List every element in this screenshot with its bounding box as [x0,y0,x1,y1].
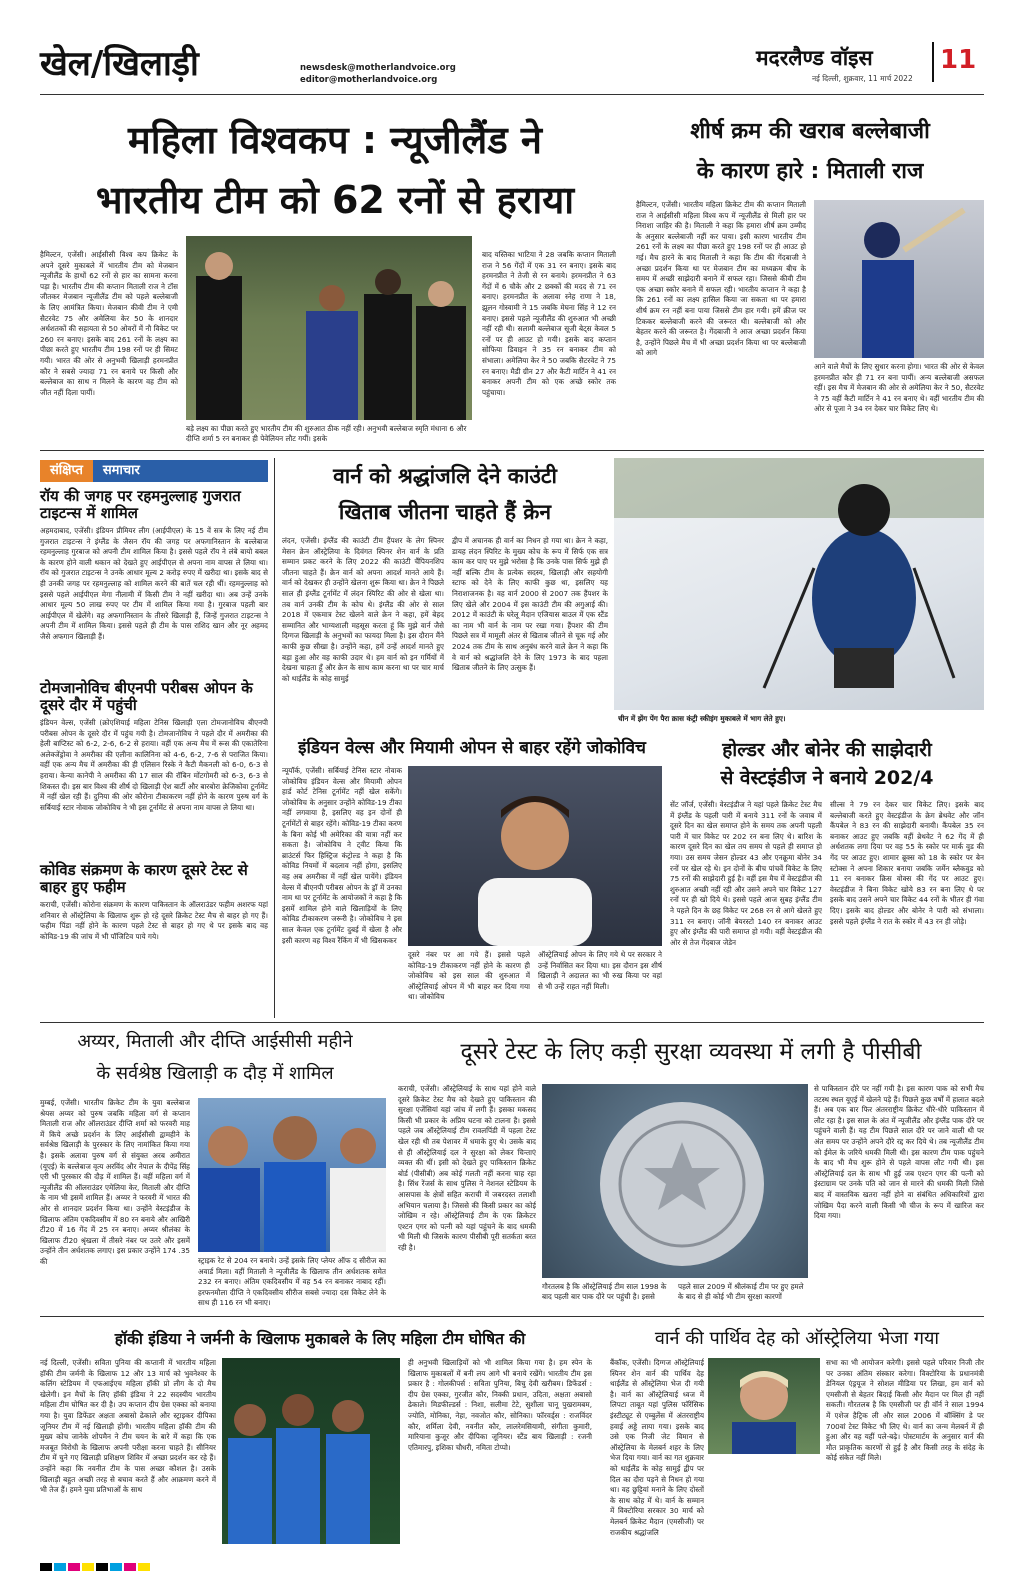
briefs-label-right: समाचार [93,460,268,482]
section-rule-2 [40,1022,984,1023]
brief-headline: टोमजानोविच बीएनपी परीबस ओपन के दूसरे दौर में पहुंची [40,679,253,714]
hockey-col2: ही अनुभवी खिलाड़ियों को भी शामिल किया गया है। हम स्पेन के खिलाफ मुकाबलों में बनी लय आगे भी बनाये रखेंगे। भारतीय टीम इस प्रकार है : गोलकीपर्स : सविता पुनिया, बिचु देवी खरीबम। डिफेंडर्स : दीप ग्रेस एक्का, गुरजीत कौर, निक्की प्रधान, उदिता, अक्षता अबासो ढेकाले। मिडफील्डर्स : निशा, सलीमा टेटे, सुशीला चानू पुखरामबम, ज्योति, मोनिका, नेहा, नवजोत कौर, सोनिका। फॉरवर्ड्स : राजविंदर कौर, शर्मिला देवी, नवनीत कौर, लालरेमसियामी, संगीता कुमारी, मारियाना कुजूर और दीपिका जूनियर। स्टैंड बाय खिलाड़ी : रजनी एतिमारपु, इशिका चौधरी, नमिता टोप्पो। [408,1358,592,1452]
icc-col2: स्ट्राइक रेट से 204 रन बनाये। उन्हें इसके लिए प्लेयर ऑफ द सीरीज का अवार्ड मिला। वहीं मिताली ने न्यूजीलैंड के खिलाफ तीन अर्धशतक समेत 232 रन बनाए। अंतिम एकदिवसीय में वह 54 रन बनाकर नाबाद रहीं। हरफनमौला दीप्ति ने एकदिवसीय सीरीज सबसे ज्यादा दस विकेट लेने के साथ ही 116 रन भी बनाए। [198,1256,386,1308]
lead-photo-caption: बड़े लक्ष्य का पीछा करते हुए भारतीय टीम की शुरुआत ठीक नहीं रही। अनुभवी बल्लेबाज स्मृति मंधाना 6 और दीप्ति शर्मा 5 रन बनाकर ही पेवेलियन लौट गयीं। इसके [186,424,467,443]
warne-body-headline: वार्न की पार्थिव देह को ऑस्ट्रेलिया भेजा गया [654,1328,940,1349]
section-title: खेल/खिलाड़ी [40,44,199,84]
warne-photo [708,1358,820,1454]
holder-col1: सेंट जॉर्ज, एजेंसी। वेस्टइंडीज ने यहां पहले क्रिकेट टेस्ट मैच में इंग्लैंड के पहली पारी में बनाये 311 रनों के जवाब में दूसरे दिन का खेल समाप्त होने के समय तक अपनी पहली पारी में चार विकेट पर 202 रन बना लिए थे। बारिश के कारण दूसरे दिन का खेल तय समय से पहले ही समाप्त हो गया। उस समय जेसन होल्डर 43 और एनक्रूमा बोनेर 34 रनों पर खेल रहे थे। इन दोनों के बीच पांचवें विकेट के लिए 75 रनों की साझेदारी हुई है। वहीं इस मैच में वेस्टइंडीज की शुरुआत अच्छी नहीं रही और उसने अपने चार विकेट 127 रनों पर ही खो दिये थे। इससे पहले आज सुबह इंग्लैंड टीम ने पहले दिन के छह विकेट पर 268 रन से आगे खेलते हुए 311 रन बनाए। जॉनी बेयरस्टो 140 रन बनाकर आउट हुए और इंग्लैंड की पारी समाप्त हो गयी। वहीं वेस्टइंडीज की ओर से तेज गेंदबाज जेडेन [670,800,822,947]
briefs-label-left: संक्षिप्त [40,460,93,482]
brief-item [40,862,268,966]
mithali-photo [814,200,984,358]
brief-item [40,488,268,674]
icc-photo [198,1098,386,1252]
brief-headline: रॉय की जगह पर रहमनुल्लाह गुजरात टाइटन्स में शामिल [40,487,241,522]
ski-photo-svg [614,458,984,710]
mithali-col1: हैमिल्टन, एजेंसी। भारतीय महिला क्रिकेट टीम की कप्तान मिताली राज ने आईसीसी महिला विश्व कप में न्यूजीलैंड से मिली हार पर निराशा जाहिर की है। मिताली ने कहा कि हमारा शीर्ष क्रम उम्मीद के अनुसार बल्लेबाजी नहीं कर पाया। इसी कारण भारतीय टीम 261 रनों के लक्ष्य का पीछा करते हुए 198 रनों पर ही आउट हो गई। मैच हारने के बाद मिताली ने कहा कि टीम की गेंदबाजी ने अच्छा प्रदर्शन किया था पर मेजबान टीम का मध्यक्रम बीच के समय में अच्छी साझेदारी बनाने में सफल रहा। जिससे कीवी टीम एक अच्छा स्कोर बनाने में सफल रही। भारतीय कप्तान ने कहा है कि 261 रनों का लक्ष्य हासिल किया जा सकता था पर हमारा शीर्ष क्रम रन नहीं बना पाया जिससे टीम हार गयी। हमें क्रीज पर टिककर बल्लेबाजी करने की जरूरत थी। बल्लेबाजी को और बेहतर करने की जरूरत है। गेंदबाजी ने आज अच्छा प्रदर्शन किया है, उन्होंने पिछले मैच में भी अच्छा प्रदर्शन किया था पर बल्लेबाजी को आगे [636,200,806,358]
lead-col3: बाद यस्तिका भाटिया ने 28 जबकि कप्तान मिताली राज ने 56 गेंदों में एक 31 रन बनाए। इसके बाद हरमनप्रीत ने तेजी से रन बनाये। हरमनप्रीत ने 63 गेंदों में 6 चौके और 2 छक्कों की मदद से 71 रन बनाए। हरमनप्रीत के अलावा स्नेह राणा ने 18, झूलन गोस्वामी ने 15 जबकि मेघना सिंह ने 12 रन बनाए। इससे पहले न्यूजीलैंड की शुरुआत भी अच्छी नहीं रही थी। सलामी बल्लेबाज सूजी बेट्स केवल 5 रनों पर ही आउट हो गयी। इसके बाद कप्तान सोफिया डिवाइन ने 35 रन बनाकर टीम को संभाला। अमेलिया केर ने 50 जबकि सैटरवेट ने 75 रन बनाए। मैडी ग्रीन 27 और कैटी मार्टिन ने 41 रन बनाकर अपनी टीम को एक अच्छे स्कोर तक पहुंचाया। [482,250,616,397]
lead-headline-line2: भारतीय टीम को 62 रनों से हराया [95,178,575,222]
icc-headline [40,1026,390,1090]
crane-headline-line2: खिताब जीतना चाहते हैं क्रेन [338,500,552,524]
brief-item [40,680,268,856]
briefs-label [40,460,268,482]
warne-body-col2: सभा का भी आयोजन करेगी। इससे पहले परिवार निजी तौर पर उनका अंतिम संस्कार करेगा। विक्टोरिया के प्रधानमंत्री डेनियल एंड्रयूज ने सोशल मीडिया पर लिखा, हम वार्न को एमसीजी से बेहतर बिदाई किसी और मैदान पर मिल ही नहीं सकती। गौरतलब है कि एमसीजी पर ही वॉर्न ने साल 1994 में एशेज हैट्रिक ली और साल 2006 में बॉक्सिंग डे पर 700वां टेस्ट विकेट भी लिए थे। वार्न का जन्म मेलबर्न में ही हुआ और वह यहीं पले-बढ़े। पोस्टमार्टम के अनुसार वार्न की मौत प्राकृतिक कारणों से हुई है और किसी तरह के संदेह के कोई संकेत नहीं मिले। [826,1358,984,1463]
pcb-col1: कराची, एजेंसी। ऑस्ट्रेलियाई के साथ यहां होने वाले दूसरे क्रिकेट टेस्ट मैच को देखते हुए पाकिस्तान की सुरक्षा एजेंसियां यहां जांच में लगी हैं। इसका मकसद किसी भी प्रकार के अप्रिय घटना को टालना है। इससे पहले जब ऑस्ट्रेलियाई टीम रावलपिंडी में पहला टेस्ट खेल रही थी तब पेशावर में धमाके हुए थे। उसके बाद से ही ऑस्ट्रेलियाई दल ने सुरक्षा को लेकर चिन्ताएं व्यक्त की थीं। इसी को देखते हुए पाकिस्तान क्रिकेट बोर्ड (पीसीबी) अब कोई गलती नहीं करना चाह रहा है। सिंध रेंजर्स के साथ पुलिस ने नेशनल स्टेडियम के आसपास के क्षेत्रों सहित कराची में जबरदस्त तलाशी अभियान चलाया है। जिससे की किसी प्रकार का कोई जोखिम न रहे। ऑस्ट्रेलियाई टीम के एक क्रिकेटर एश्टन एगर को पत्नी को यहां पहुंचने के बाद धमकी भी मिली थी जिसके कारण पीसीबी पूरी सतर्कता बरत रही है। [398,1084,536,1252]
pcb-col3: से पाकिस्तान दौरे पर नहीं गयी है। इस कारण पाक को सभी मैच तटस्थ स्थल यूएई में खेलने पड़े हैं। पिछले कुछ वर्षों में हालात बदले हैं। अब एक बार फिर अंतरराष्ट्रीय क्रिकेट धीरे-धीरे पाकिस्तान में लौट रहा है। इस साल के अंत में न्यूजीलैंड और इंग्लैंड पाक दौरे पर पहुंचने वाली हैं। यह टीम पिछले साल दौरे पर जाने वाली थी पर अंत समय पर उन्होंने अपने दौरे रद्द कर दिये थे। तब न्यूजीलैंड टीम को ईमेल के जरिये धमकी मिली थी। इस कारण टीम पाक पहुंचने के बाद भी मैच शुरू होने से पहले वापस लौट गयी थी। इस ऑस्ट्रेलियाई दल के साथ भी हुई जब एश्टन एगर की पत्नी को इंस्टाग्राम पर उनके पति को जान से मारने की धमकी मिली जिसे बाद में वास्तविक खतरा नहीं होने वा संबंधित अधिकारियों द्वारा जोखिम पैदा करने वाली किसी भी चीज के रूप में खारिज कर दिया गया। [814,1084,984,1221]
holder-headline-line2: से वेस्टइंडीज ने बनाये 202/4 [720,767,934,789]
ski-photo-caption: चीन में झेंग पेंग पैरा क्रास कंट्री स्कीइंग मुकाबले में भाग लेते हुए। [618,714,786,723]
djokovic-photo-svg [408,766,662,946]
lead-col1: हैमिल्टन, एजेंसी। आईसीसी विश्व कप क्रिकेट के अपने दूसरे मुकाबले में भारतीय टीम को मेजबान न्यूजीलैंड के हाथों 62 रनों से हार का सामना करना पड़ा है। भारतीय टीम की कप्तान मिताली राज ने टॉस जीतकर मेजबान न्यूजीलैंड टीम को पहले बल्लेबाजी के लिए आमंत्रित किया। मेजबान कीवी टीम ने एमी सैटरवेट 75 और अमेलिया केर 50 के शानदार अर्धशतकों की सहायता से 50 ओवरों में नौ विकेट पर 260 रन बनाए। इसके बाद 261 रनों के लक्ष्य का पीछा करते हुए भारतीय टीम 198 रनों पर ही सिमट गयी। भारत की ओर से अनुभवी खिलाड़ी हरमनप्रीत कौर ने सबसे ज्यादा 71 रन बनाये पर किसी और बल्लेबाज का साथ न मिलने के कारण वह टीम को जीत नहीं दिला पायीं। [40,250,178,397]
pcb-photo [542,1084,808,1278]
holder-col2: सील्स ने 79 रन देकर चार विकेट लिए। इसके बाद बल्लेबाजी करते हुए वेस्टइंडीज के क्रेग ब्रेथवेट और जॉन कैंपबेल ने 83 रन की साझेदारी बनायी। कैंपबेल 35 रन बनाकर आउट हुए जबकि वहीं ब्रेथवेट ने 62 गेंद में ही अर्धशतक लगा दिया पर वह 55 के स्कोर पर मार्क वुड की गेंद पर आउट हुए। शामार ब्रूक्स को 18 के स्कोर पर बेन स्टोक्स ने अपना शिकार बनाया जबकि जर्मेन ब्लैकवुड को 11 रन बनाकर क्रिस वोक्स की गेंद पर आउट हुए। वेस्टइंडीज ने बिना विकेट खोये 83 रन बना लिए थे पर इसके बाद उसने अपने चार विकेट 44 रनों के भीतर ही गंवा दिए। इसके बाद होल्डर और बोनेर ने पारी को संभाला। इससे पहले इंग्लैंड ने रात के स्कोर में 43 रन ही जोड़े। [830,800,984,926]
lead-headline-line1: महिला विश्वकप : न्यूजीलैंड ने [128,118,542,162]
hockey-photo [222,1358,400,1544]
hockey-col1: नई दिल्ली, एजेंसी। सविता पुनिया की कप्तानी में भारतीय महिला हॉकी टीम जर्मनी के खिलाफ 12 और 13 मार्च को भुवनेश्वर के कलिंग स्टेडियम में एफआईएच महिला हॉकी प्रो लीग के दो मैच खेलेगी। इन मैचों के लिए हॉकी इंडिया ने 22 सदस्यीय भारतीय महिला टीम घोषित कर दी है। उप कप्तान दीप ग्रेस एक्का को बनाया गया है। युवा डिफेंडर अक्षता अबासो ढेकाले और स्ट्राइकर दीपिका जूनियर टीम में नई खिलाड़ी होंगी। भारतीय महिला हॉकी टीम की मुख्य कोच जानेके शोपमैन ने टीम चयन के बारे में कहा कि एक मजबूत विरोधी के खिलाफ अपनी परीक्षा करना चाहते हैं। सीनियर टीम में चुने गए खिलाड़ी प्रशिक्षण शिविर में अच्छा प्रदर्शन कर रहे हैं। उन्होंने कहा कि नवनीत टीम के पास अच्छा कौशल है। उसके खिलाड़ी बहुत अच्छी तरह से बचाव करते हैं और आक्रमण करने में भी तेज हैं। हमने युवा प्रतिभाओं के साथ [40,1358,216,1495]
mithali-col2: आने वाले मैचों के लिए सुधार करना होगा। भारत की ओर से केवल हरमनप्रीत कौर ही 71 रन बना पायीं। अन्य बल्लेबाजी असफल रहीं। इस मैच में मेजबान की ओर से अमेलिया केर ने 50, सैटरवेट ने 75 वहीं कैटी मार्टिन ने 41 रन बनाए थे। वहीं भारतीय टीम की ओर से पूजा ने 34 रन देकर चार विकेट लिए थे। [814,362,984,414]
icc-headline-line1: अय्यर, मिताली और दीप्ति आईसीसी महीने [77,1031,353,1052]
brief-body: अहमदाबाद, एजेंसी। इंडियन प्रीमियर लीग (आईपीएल) के 15 वें सत्र के लिए नई टीम गुजरात टाइटन्स ने इंग्लैंड के जैसन रॉय की जगह पर अफगानिस्तान के बल्लेबाज रहमनुल्लाह गुरबाज को अपनी टीम शामिल किया है। इससे पहले रॉय ने लंबे बायो बबल के कारण होने वाली थकान को देखते हुए आईपीएल से अपना नाम वापस ले लिया था। रॉय को गुजरात टाइटन्स ने उनके आधार मूल्य 2 करोड़ रुपए में खरीदा था। इसके बाद से ही उनकी जगह पर रहमनुल्लाह को शामिल करने की बातें चल रही थीं। रहमनुल्लाह को इससे पहले आईपीएल मेगा नीलामी में किसी टीम ने नहीं खरीदा था। अब उन्हें उनके आधार मूल्य 50 लाख रुपए पर टीम में शामिल किया गया है। गुरबाज पहली बार आईपीएल में खेलेंगे। वह अफगानिस्तान के तीसरे खिलाड़ी हैं, जिन्हें गुजरात टाइटन्स ने अपनी टीम में शामिल किया। इससे पहले ही टीम के पास राशिद खान और नूर अहमद जैसे अफगान खिलाड़ी हैं। [40,526,268,641]
crane-col2: द्वीप में अचानक ही वार्न का निधन हो गया था। क्रेन ने कहा, डायह लंदन स्पिरिट के मुख्य कोच के रूप में सिर्फ एक सत्र काम कर पाए पर मुझे भरोसा है कि उनके पास सिर्फ मुझे ही नहीं बल्कि टीम के प्रत्येक सदस्य, खिलाड़ी और सहयोगी स्टाफ को देने के लिए काफी कुछ था, इसलिए यह निराशाजनक है। वह वार्न 2000 से 2007 तक हैंपशर के लिए खेले और 2004 में इस काउंटी टीम की अगुआई की। 2012 में काउंटी के घरेलू मैदान एजियास बाउल में एक स्टैंड का नाम भी वार्न के नाम पर रखा गया। हैंपशर की टीम पिछले सत्र में मामूली अंतर से खिताब जीतने से चूक गई और 2024 तक टीम के साथ अनुबंध करने वाले क्रेन ने कहा कि वे वार्न को श्रद्धांजलि देने के लिए 1973 के बाद पहला खिताब जीतने के लिए उत्सुक हैं। [452,536,608,673]
briefs-divider [274,458,275,1018]
djokovic-col3: ऑस्ट्रेलियाई ओपन के लिए गये थे पर सरकार ने उन्हें निर्वासित कर दिया था। इस दौरान इस शीर्ष खिलाड़ी ने अदालत का भी रुख किया पर वहां से भी उन्हें राहत नहीं मिली। [538,950,662,991]
mithali-headline-line2: के कारण हारे : मिताली राज [696,159,924,184]
header-rule [40,94,984,95]
lead-headline [40,110,630,230]
email-editor[interactable]: editor@motherlandvoice.org [300,75,438,85]
djokovic-photo [408,766,662,946]
hockey-headline: हॉकी इंडिया ने जर्मनी के खिलाफ मुकाबले के लिए महिला टीम घोषित की [114,1330,526,1348]
ski-photo [614,458,984,710]
email-list [300,62,456,86]
lead-photo-svg [186,236,472,420]
brief-body: इंडियन वेल्स, एजेंसी (क्रोएशियाई महिला टेनिस खिलाड़ी एला टोमजानोविच बीएनपी परीबस ओपन के दूसरे दौर में पहुंच गयी है। टोमजानोविच ने पहले दौर में अमरीका की हेली बाप्टिस्ट को 6-2, 2-6, 6-2 से हराया। वहीं एक अन्य मैच में रूस की एकातेरिना अलेक्जेंड्रोवा ने अमरीका की एलीना कालिनिना को 4-6, 6-2, 7-6 से पराजित किया। वहीं एक अन्य मैच में अमरीका की ही एलिसन रिस्के ने कैटी मैकनली को 6-0, 6-3 से हराया। केन्या कानेपी ने अमरीका की 17 साल की रॉबिन मोंटगोमरी को 6-3, 6-3 से शिकस्त दी। इस बार विश्व की शीर्ष दो खिलाड़ी ऐश बार्टी और बारबोरा क्रेजिकोवा टूर्नामेंट में नहीं खेल रही हैं। दुनिया की ओर कौरोना टीकाकरण नहीं होने के कारण पुरुष वर्ग के सर्बियाई स्टार नोवाक जोकोविच ने भी इस टूर्नामेंट से अपना नाम वापस ले लिया था। [40,718,268,812]
pcb-headline: दूसरे टेस्ट के लिए कड़ी सुरक्षा व्यवस्था में लगी है पीसीबी [460,1039,922,1065]
icc-col1: मुम्बई, एजेंसी। भारतीय क्रिकेट टीम के युवा बल्लेबाज श्रेयस अय्यर को पुरुष जबकि महिला वर्ग से कप्तान मिताली राज और ऑलराउंडर दीप्ति शर्मा को फरवरी माह में किये अच्छे प्रदर्शन के लिए आईसीसी द्वामहीने के सर्वश्रेष्ठ खिलाड़ी के पुरस्कार के लिए नामांकित किया गया है। इसके अलावा पुरुष वर्ग से संयुक्त अरब अमीरात (यूएई) के बल्लेबाज वृत्य अरविंद और नेपाल के दीपेंद्र सिंह एरी भी पुरस्कार की दौड़ में शामिल हैं। वहीं महिला वर्ग में न्यूजीलैंड की ऑलराउंडर एमेलिया केर, मिताली और दीप्ति के नाम भी इसमें शामिल हैं। अय्यर ने फरवरी में भारत की ओर से शानदार प्रदर्शन किया था। उन्होंने वेस्टइंडीज के खिलाफ अंतिम एकदिवसीय में 80 रन बनाये और आखिरी टी20 में 16 गेंद में 25 रन बनाए। अय्यर श्रीलंका के खिलाफ टी20 श्रृंखला में तीसरे नंबर पर उतरे और इसमें उन्होंने तीन अर्धशतक लगाए। इस प्रकार उन्होंने 174 .35 की [40,1098,190,1266]
lead-photo [186,236,472,420]
djokovic-headline: इंडियन वेल्स और मियामी ओपन से बाहर रहेंगे जोकोविच [298,738,646,758]
crane-col1: लंदन, एजेंसी। इंग्लैंड की काउंटी टीम हैंपशर के लेग स्पिनर मेसन क्रेन ऑस्ट्रेलिया के दिवंगत स्पिनर शेन वार्न के प्रति सम्मान प्रकट करने के लिए 2022 की काउंटी चैंपियनशिप जीतना चाहते हैं। क्रेन वार्न को अपना आदर्श मानते आये हैं। वार्न को देखकर ही उन्होंने खेलना शुरू किया था। क्रेन ने पिछले साल ही इंग्लैंड टूर्नामेंट में लंदन स्पिरिट की ओर से खेला था। तब वार्न उनकी टीम के कोच थे। इंग्लैंड की ओर से साल 2018 में एकमात्र टेस्ट खेलने वाले क्रेन ने कहा, हमें बेहद सम्मानित और भाग्यशाली महसूस करता हूं कि मुझे वार्न जैसे दिग्गज खिलाड़ी के अनुभवों का फायदा मिला है। इस दौरान मैंने काफी कुछ सीखा है। उन्होंने कहा, हमें उन्हें आदर्श मानते हुए बड़ा हुआ और वह काफी उदार थे। हम वार्न को इन गर्मियों में देखना चाहता हूँ और क्रेन के साथ काम करना था पर चार मार्च को थाईलैंड के कोह सामुई [282,536,444,683]
crane-headline [282,458,608,530]
brief-body: कराची, एजेंसी। कोरोना संक्रमण के कारण पाकिस्तान के ऑलराउंडर फहीम अशरफ यहां शनिवार से ऑस्ट्रेलिया के खिलाफ शुरू हो रहे दूसरे क्रिकेट टेस्ट मैच से बाहर हो गए हैं। फहीम पिंडा नहीं होने के कारण पहले टेस्ट से बाहर हो गए थे पर इसके बाद वह कोविड-19 की जांच में भी पॉजिटिव पाये गये। [40,900,268,941]
icc-headline-line2: के सर्वश्रेष्ठ खिलाड़ी क दौड़ में शामिल [96,1063,334,1084]
registration-marks [40,1556,984,1566]
mithali-headline-line1: शीर्ष क्रम की खराब बल्लेबाजी [690,119,930,144]
dateline: नई दिल्ली, शुक्रवार, 11 मार्च 2022 [812,74,913,83]
warne-body-col1: बैंकॉक, एजेंसी। दिग्गज ऑस्ट्रेलियाई स्पिनर शेन वार्न की पार्थिव देह थाईलैंड से ऑस्ट्रेलिया भेज दी गयी है। वार्न का ऑस्ट्रेलियाई ध्वज में लिपटा ताबूत यहां पुलिस फॉरेंसिक इंस्टीट्यूट से एम्बुलेंस में अंतरराष्ट्रीय हवाई अड्डे लाया गया। इसके बाद उसे एक निजी जेट विमान से ऑस्ट्रेलिया के मेलबर्न शहर के लिए भेज दिया गया। वार्न का गत शुक्रवार को थाईलैंड के कोह सामुई द्वीप पर दिल का दौरा पड़ने से निधन हो गया था। वह छुट्टियां मनाने के लिए दोस्तों के साथ कोह में थे। वार्न के सम्मान में विक्टोरिया सरकार 30 मार्च को मेलबर्न क्रिकेट मैदान (एमसीजी) पर राजकीय श्रद्धांजलि [610,1358,704,1537]
icc-photo-svg [198,1098,386,1252]
mithali-headline [636,112,984,192]
holder-headline [670,736,984,792]
holder-headline-line1: होल्डर और बोनेर की साझेदारी [722,739,932,761]
section-rule-1 [40,450,984,451]
page-number: 11 [940,45,977,75]
djokovic-col2: दूसरे नंबर पर आ गये हैं। इससे पहले कोविड-19 टीकाकरण नहीं होने के कारण ही जोकोविच को इस साल की शुरुआत में ऑस्ट्रेलियाई ओपन में भी बाहर कर दिया गया था। जोकोविच [408,950,530,1002]
pcb-photo-svg [542,1084,808,1278]
warne-photo-svg [708,1358,820,1454]
djokovic-col1: न्यूयॉर्क, एजेंसी। सर्बियाई टेनिस स्टार नोवाक जोकोविच इंडियन वेल्स और मियामी ओपन हार्ड कोर्ट टेनिस टूर्नामेंट नहीं खेल सकेंगे। जोकोविच के अनुसार उन्होंने कोविड-19 टीका नहीं लगवाया है, इसलिए वह इन दोनों ही टूर्नामेंटों से बाहर रहेंगे। कोविड-19 टीका करण के बिना कोई भी अमेरिका की यात्रा नहीं कर सकता है। जोकोविच ने ट्वीट किया कि ब्राउंटर्स फिर हिस्ट्रिज कंट्रोल्ड ने कहा है कि कोविड नियमों में बदलाव नहीं होगा, इसलिए वह अब अमरीका में नहीं खेल पायेंगे। इंडियन वेल्स में बीएनपी परीबस ओपन के ड्रॉ में उनका नाम था पर टूर्नामेंट के आयोजकों ने कहा है कि इसमें शामिल होने वाले खिलाड़ियों के लिए कोविड टीकाकरण जरूरी है। जोकोविच ने इस साल केवल एक टूर्नामेंट दुबई में खेला है और इसी कारण वह विश्व रैंकिंग में भी खिसककर [282,766,402,945]
masthead-divider [932,42,934,82]
hockey-photo-svg [222,1358,400,1544]
masthead: मदरलैण्ड वॉइस [756,46,873,70]
pcb-photo-caption-right: पहले साल 2009 में श्रीलंकाई टीम पर हुए हमले के बाद से ही कोई भी टीम सुरक्षा कारणों [678,1282,804,1301]
briefs-column [40,488,268,966]
pcb-photo-caption-left: गौरतलब है कि ऑस्ट्रेलियाई टीम साल 1998 के बाद पहली बार पाक दौरे पर पहुंची है। इससे [542,1282,667,1301]
section-rule-3 [40,1316,984,1317]
mithali-photo-svg [814,200,984,358]
brief-headline: कोविड संक्रमण के कारण दूसरे टेस्ट से बाहर हुए फहीम [40,861,248,896]
email-newsdesk[interactable]: newsdesk@motherlandvoice.org [300,63,456,73]
crane-headline-line1: वार्न को श्रद्धांजलि देने काउंटी [333,464,557,488]
